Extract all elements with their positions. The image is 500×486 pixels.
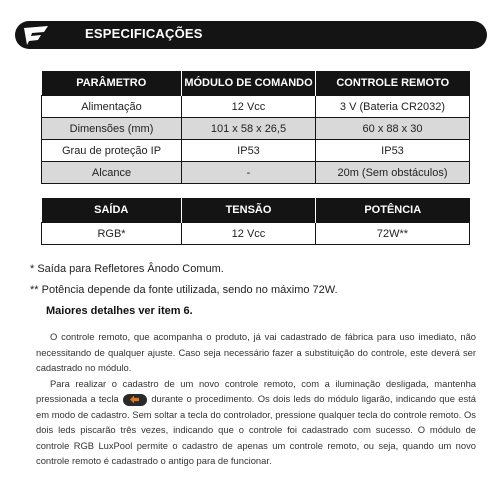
table-cell: 12 Vcc — [182, 223, 316, 245]
column-header: SAÍDA — [42, 198, 182, 223]
column-header: POTÊNCIA — [316, 198, 470, 223]
column-header: MÓDULO DE COMANDO — [182, 71, 316, 96]
section-title: ESPECIFICAÇÕES — [85, 26, 203, 41]
paragraph-new-remote — [36, 376, 476, 469]
brand-logo-icon — [20, 24, 54, 46]
table-cell: IP53 — [182, 140, 316, 162]
table-cell: IP53 — [316, 140, 470, 162]
table-row — [42, 162, 470, 184]
table-cell: 72W** — [316, 223, 470, 245]
table-header-row — [42, 71, 470, 96]
section-header — [15, 21, 487, 49]
column-header: PARÂMETRO — [42, 71, 182, 96]
paragraph-text: durante o procedimento. Os dois leds do módulo ligarão, indicando que está em modo de cadastro. Sem soltar a tecla do controlador, pressione qualquer tecla do controle remoto. Os dois leds piscarão três vezes, indicando que o controle foi cadastrado com sucesso. O módulo de controle RGB LuxPool permite o cadastro de apenas um controle remoto, ou seja, quando um novo controle remoto é cadastrado o antigo para de funcionar. — [36, 393, 476, 466]
column-header: CONTROLE REMOTO — [316, 71, 470, 96]
table-cell: 60 x 88 x 30 — [316, 118, 470, 140]
table-cell: 101 x 58 x 26,5 — [182, 118, 316, 140]
description-text — [36, 329, 476, 469]
table-cell: Dimensões (mm) — [42, 118, 182, 140]
table-cell: Grau de proteção IP — [42, 140, 182, 162]
paragraph-text: Para realizar o cadastro de um novo controle remoto, com a iluminação desligada, mantenha pressionada a tecla — [36, 377, 476, 404]
table-cell: RGB* — [42, 223, 182, 245]
table-row — [42, 223, 470, 245]
table-header-row — [42, 198, 470, 223]
table-cell: 20m (Sem obstáculos) — [316, 162, 470, 184]
table-cell: - — [182, 162, 316, 184]
table-cell: Alimentação — [42, 96, 182, 118]
table-cell: 12 Vcc — [182, 96, 316, 118]
table-row — [42, 118, 470, 140]
paragraph-factory-pairing: O controle remoto, que acompanha o produto, já vai cadastrado de fábrica para uso imediato, não necessitando de qualquer ajuste. Caso seja necessário fazer a substituição do controle, este deverá ser cadastrado no módulo. — [36, 331, 476, 373]
table-cell: Alcance — [42, 162, 182, 184]
table-cell: 3 V (Bateria CR2032) — [316, 96, 470, 118]
footnote-output: * Saída para Refletores Ânodo Comum. — [30, 263, 224, 275]
more-details-note: Maiores detalhes ver item 6. — [46, 305, 193, 317]
column-header: TENSÃO — [182, 198, 316, 223]
arrow-key-icon — [123, 394, 147, 406]
specifications-table — [41, 71, 470, 184]
table-row — [42, 96, 470, 118]
footnote-power: ** Potência depende da fonte utilizada, sendo no máximo 72W. — [30, 284, 338, 296]
output-table — [41, 198, 470, 245]
table-row — [42, 140, 470, 162]
